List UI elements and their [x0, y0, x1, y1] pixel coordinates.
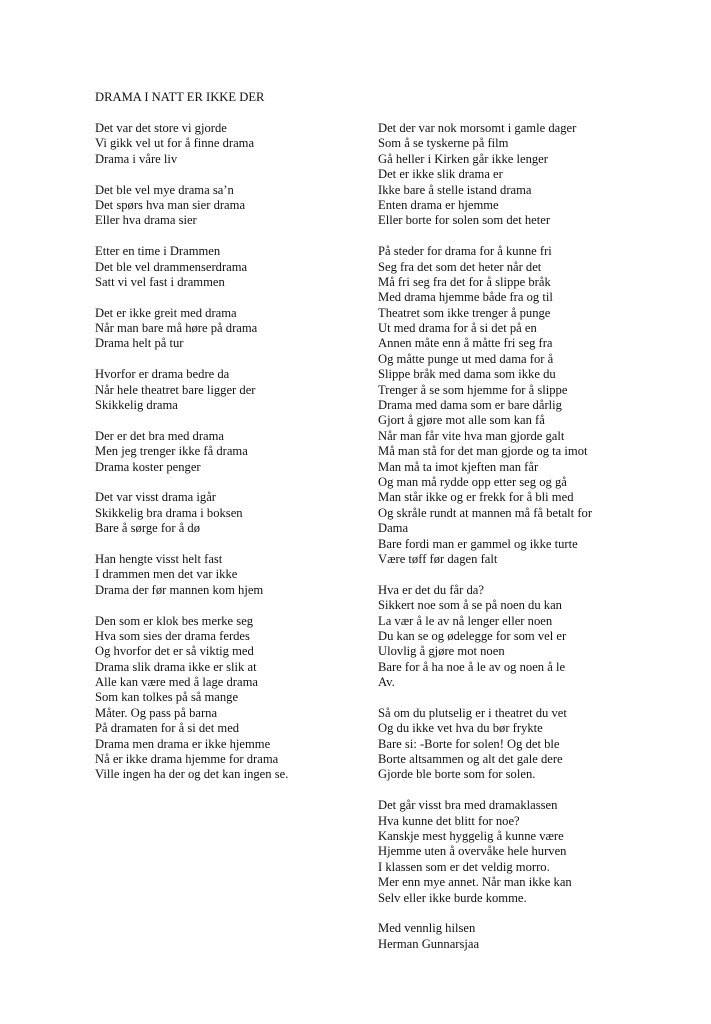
poem-line: Drama men drama er ikke hjemme — [95, 736, 271, 751]
poem-line: Bare fordi man er gammel og ikke turte — [378, 536, 578, 551]
poem-line: Bare å sørge for å dø — [95, 521, 201, 536]
right-stanza — [378, 706, 678, 783]
poem-line: Hva som sies der drama ferdes — [95, 628, 250, 643]
poem-line: Må man stå for det man gjorde og ta imot — [378, 444, 588, 459]
right-stanza — [378, 244, 678, 567]
poem-line: Det ble vel mye drama sa’n — [95, 182, 234, 197]
poem-line: Hvorfor er drama bedre da — [95, 367, 230, 382]
poem-line: Han hengte visst helt fast — [95, 551, 223, 566]
poem-line: Der er det bra med drama — [95, 428, 225, 443]
poem-line: Satt vi vel fast i drammen — [95, 274, 225, 289]
poem-line: Det spørs hva man sier drama — [95, 197, 246, 212]
poem-line: Som å se tyskerne på film — [378, 136, 509, 151]
poem-line: Drama helt på tur — [95, 336, 184, 351]
poem-line: Gjort å gjøre mot alle som kan få — [378, 413, 545, 428]
poem-line: Seg fra det som det heter når det — [378, 259, 542, 274]
left-stanza — [95, 552, 365, 598]
poem-line: Ikke bare å stelle istand drama — [378, 182, 532, 197]
poem-line: Det er ikke greit med drama — [95, 305, 237, 320]
poem-line: Drama i våre liv — [95, 151, 178, 166]
poem-line: Man står ikke og er frekk for å bli med — [378, 490, 574, 505]
poem-line: I klassen som er det veldig morro. — [378, 859, 550, 874]
poem-line: Enten drama er hjemme — [378, 197, 499, 212]
poem-line: Så om du plutselig er i theatret du vet — [378, 705, 567, 720]
poem-line: Og hvorfor det er så viktig med — [95, 644, 254, 659]
poem-line: Drama med dama som er bare dårlig — [378, 398, 562, 413]
poem-line: Annen måte enn å måtte fri seg fra — [378, 336, 553, 351]
poem-line: Hjemme uten å overvåke hele hurven — [378, 844, 567, 859]
poem-line: Ut med drama for å si det på en — [378, 321, 537, 336]
poem-line: Med vennlig hilsen — [378, 921, 476, 936]
poem-line: Bare si: -Borte for solen! Og det ble — [378, 736, 560, 751]
poem-line: Sikkert noe som å se på noen du kan — [378, 598, 562, 613]
poem-line: Ville ingen ha der og det kan ingen se. — [95, 767, 289, 782]
poem-line: Gå heller i Kirken går ikke lenger — [378, 151, 548, 166]
poem-line: På steder for drama for å kunne fri — [378, 244, 552, 259]
poem-line: Og måtte punge ut med dama for å — [378, 351, 554, 366]
poem-line: Alle kan være med å lage drama — [95, 675, 258, 690]
poem-line: Gjorde ble borte som for solen. — [378, 767, 536, 782]
poem-line: Man må ta imot kjeften man får — [378, 459, 539, 474]
poem-line: Det går visst bra med dramaklassen — [378, 798, 558, 813]
poem-line: Og du ikke vet hva du bør frykte — [378, 721, 543, 736]
poem-line: Når man får vite hva man gjorde galt — [378, 428, 565, 443]
poem-line: I drammen men det var ikke — [95, 567, 238, 582]
left-stanza — [95, 244, 365, 290]
right-column — [378, 121, 678, 967]
poem-line: Bare for å ha noe å le av og noen å le — [378, 659, 566, 674]
poem-line: Etter en time i Drammen — [95, 244, 221, 259]
right-stanza — [378, 921, 678, 952]
poem-line: Herman Gunnarsjaa — [378, 936, 480, 951]
poem-line: Theatret som ikke trenger å punge — [378, 305, 551, 320]
poem-title: DRAMA I NATT ER IKKE DER — [95, 90, 265, 104]
poem-line: Men jeg trenger ikke få drama — [95, 444, 248, 459]
poem-line: La vær å le av nå lenger eller noen — [378, 613, 553, 628]
right-stanza — [378, 798, 678, 906]
poem-line: Trenger å se som hjemme for å slippe — [378, 382, 568, 397]
poem-line: Kanskje mest hyggelig å kunne være — [378, 828, 564, 843]
poem-line: Det ble vel drammenserdrama — [95, 259, 248, 274]
left-stanza — [95, 490, 365, 536]
poem-line: Du kan se og ødelegge for som vel er — [378, 628, 567, 643]
poem-line: Av. — [378, 675, 395, 690]
poem-line: Når man bare må høre på drama — [95, 321, 258, 336]
poem-line: Være tøff før dagen falt — [378, 551, 498, 566]
poem-line: Med drama hjemme både fra og til — [378, 290, 553, 305]
left-stanza — [95, 121, 365, 167]
poem-line: Det der var nok morsomt i gamle dager — [378, 121, 577, 135]
poem-line: Skikkelig drama — [95, 398, 178, 413]
poem-line: Må fri seg fra det for å slippe bråk — [378, 274, 551, 289]
poem-line: Vi gikk vel ut for å finne drama — [95, 136, 255, 151]
left-stanza — [95, 306, 365, 352]
poem-line: Drama koster penger — [95, 459, 201, 474]
poem-line: Som kan tolkes på så mange — [95, 690, 239, 705]
poem-line: Ulovlig å gjøre mot noen — [378, 644, 505, 659]
poem-line: Den som er klok bes merke seg — [95, 613, 254, 628]
right-stanza — [378, 583, 678, 691]
poem-line: Dama — [378, 521, 409, 536]
poem-line: På dramaten for å si det med — [95, 721, 240, 736]
poem-line: Det var visst drama igår — [95, 490, 216, 505]
poem-line: Selv eller ikke burde komme. — [378, 890, 527, 905]
poem-line: Mer enn mye annet. Når man ikke kan — [378, 875, 572, 890]
left-stanza — [95, 429, 365, 475]
left-stanza — [95, 367, 365, 413]
poem-line: Hva er det du får da? — [378, 582, 484, 597]
poem-line: Det er ikke slik drama er — [378, 167, 503, 182]
poem-line: Måter. Og pass på barna — [95, 705, 218, 720]
poem-line: Og skråle rundt at mannen må få betalt for — [378, 505, 593, 520]
poem-line: Borte altsammen og alt det gale dere — [378, 752, 563, 767]
poem-line: Drama der før mannen kom hjem — [95, 582, 264, 597]
poem-line: Når hele theatret bare ligger der — [95, 382, 256, 397]
right-stanza — [378, 121, 678, 229]
left-stanza — [95, 183, 365, 229]
left-stanza — [95, 614, 365, 783]
poem-line: Skikkelig bra drama i boksen — [95, 505, 243, 520]
poem-line: Eller hva drama sier — [95, 213, 197, 228]
poem-line: Slippe bråk med dama som ikke du — [378, 367, 556, 382]
poem-line: Det var det store vi gjorde — [95, 121, 227, 135]
left-column — [95, 121, 365, 798]
poem-line: Nå er ikke drama hjemme for drama — [95, 752, 279, 767]
poem-line: Eller borte for solen som det heter — [378, 213, 551, 228]
poem-line: Hva kunne det blitt for noe? — [378, 813, 520, 828]
poem-line: Og man må rydde opp etter seg og gå — [378, 474, 567, 489]
poem-line: Drama slik drama ikke er slik at — [95, 659, 257, 674]
